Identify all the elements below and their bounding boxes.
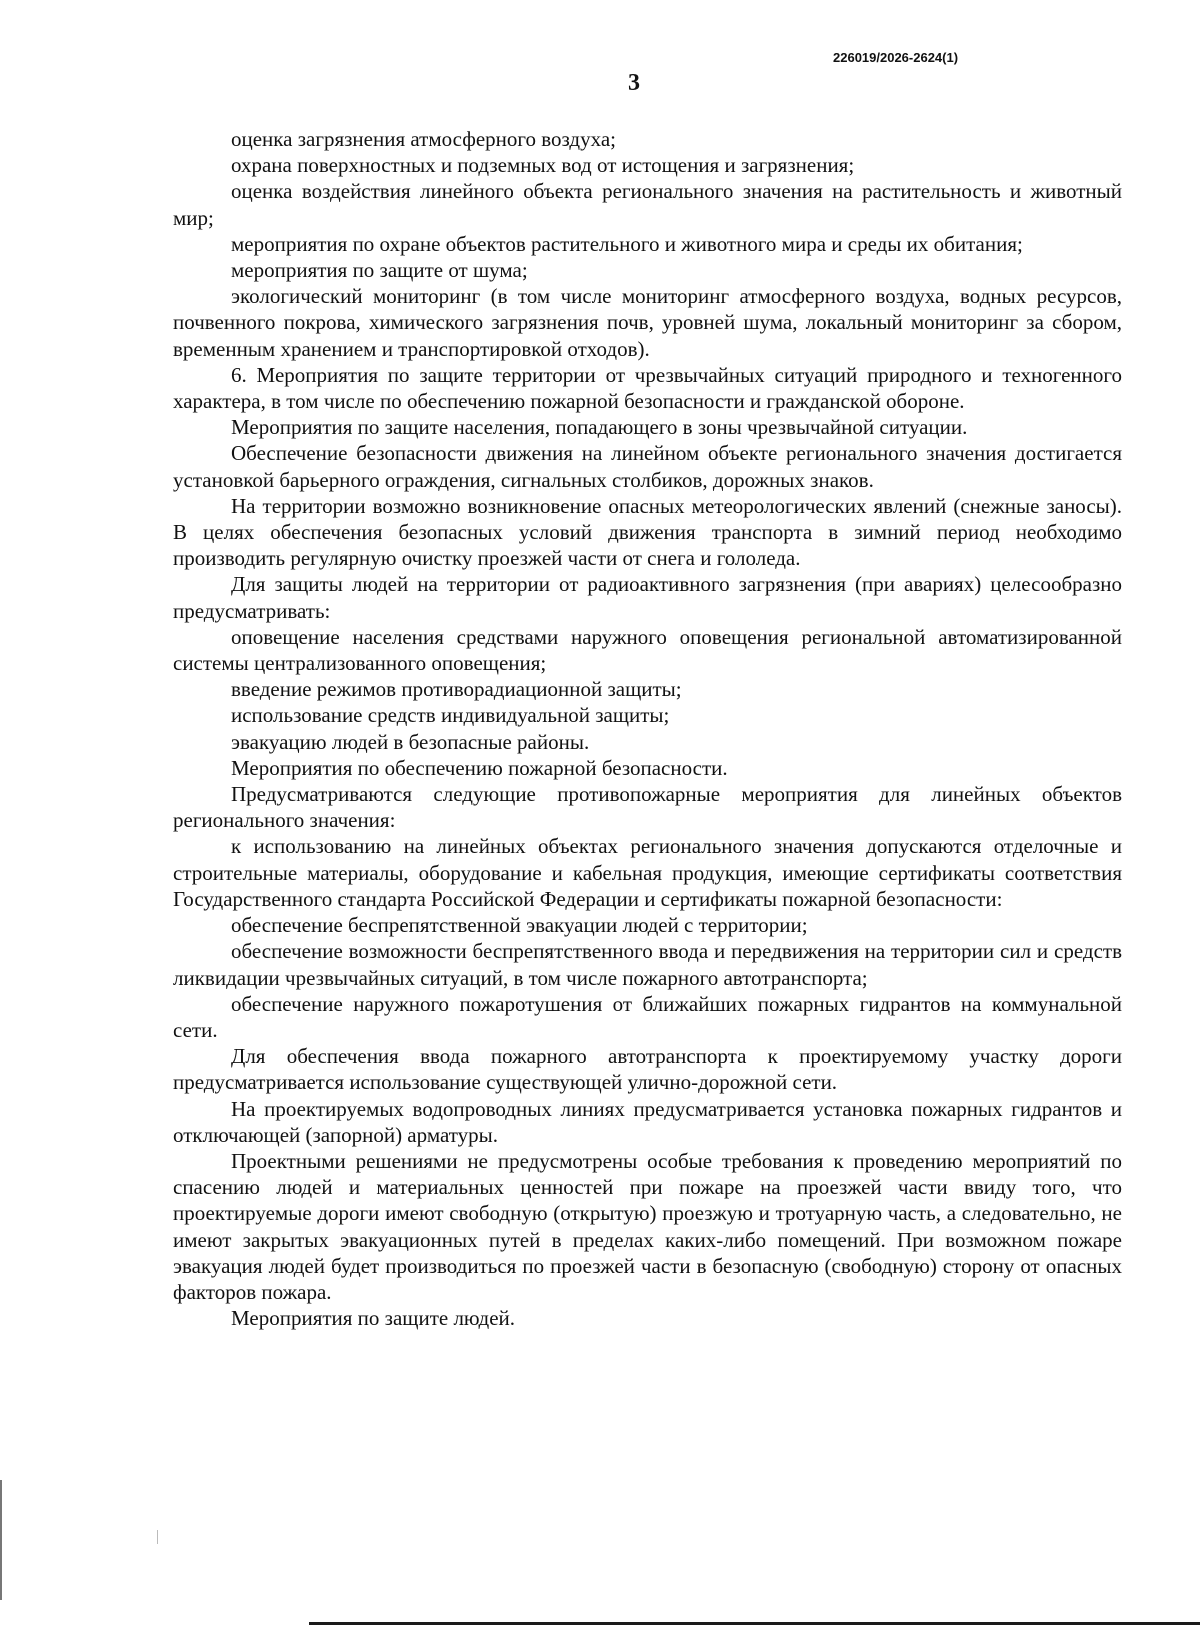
paragraph: Мероприятия по защите населения, попадающего в зоны чрезвычайной ситуации. [231, 415, 968, 440]
paragraph: На проектируемых водопроводных линиях предусматривается установка пожарных гидрантов и отключающей (запорной) арматуры. [173, 1096, 1122, 1147]
paragraph: к использованию на линейных объектах регионального значения допускаются отделочные и строительные материалы, оборудование и кабельная продукция, имеющие сертификаты соответствия Государственного стандарта Российской Федерации и сертификаты пожарной безопасности: [173, 834, 1122, 911]
paragraph: обеспечение беспрепятственной эвакуации людей с территории; [231, 913, 808, 938]
document-number: 226019/2026-2624(1) [833, 50, 959, 65]
paragraph: эвакуацию людей в безопасные районы. [231, 729, 590, 754]
scan-artifact [157, 1530, 158, 1544]
paragraph: оценка воздействия линейного объекта регионального значения на растительность и животный мир; [173, 179, 1122, 230]
paragraph: Проектными решениями не предусмотрены особые требования к проведению мероприятий по спасению людей и материальных ценностей при пожаре на проезжей части ввиду того, что проектируемые дороги имеют свободную (открытую) проезжую и тротуарную часть, а следовательно, не имеют закрытых эвакуационных путей в пределах каких-либо помещений. При возможном пожаре эвакуация людей будет производиться по проезжей части в безопасную (свободную) сторону от опасных факторов пожара. [173, 1148, 1122, 1304]
paragraph: мероприятия по защите от шума; [231, 258, 528, 283]
scan-bottom-line [309, 1622, 1200, 1625]
paragraph: Мероприятия по обеспечению пожарной безопасности. [231, 755, 728, 780]
page-number: 3 [628, 70, 640, 96]
paragraph: оповещение населения средствами наружного оповещения региональной автоматизированной системы централизованного оповещения; [173, 624, 1122, 676]
paragraph: использование средств индивидуальной защиты; [231, 703, 670, 728]
paragraph: обеспечение возможности беспрепятственного ввода и передвижения на территории сил и средств ликвидации чрезвычайных ситуаций, в том числе пожарного автотранспорта; [173, 939, 1122, 990]
paragraph: мероприятия по охране объектов растительного и животного мира и среды их обитания; [231, 231, 1023, 256]
paragraph: введение режимов противорадиационной защиты; [231, 677, 682, 702]
paragraph: экологический мониторинг (в том числе мониторинг атмосферного воздуха, водных ресурсов, почвенного покрова, химического загрязнения почв, уровней шума, локальный мониторинг за сбором, временным хранением и транспортировкой отходов). [173, 284, 1122, 361]
paragraph: Для обеспечения ввода пожарного автотранспорта к проектируемому участку дороги предусматривается использование существующей улично-дорожной сети. [173, 1044, 1122, 1095]
document-body [173, 126, 1122, 1331]
paragraph: охрана поверхностных и подземных вод от истощения и загрязнения; [231, 153, 855, 178]
scan-edge-mark [0, 1480, 2, 1600]
paragraph: оценка загрязнения атмосферного воздуха; [231, 127, 616, 151]
paragraph: На территории возможно возникновение опасных метеорологических явлений (снежные заносы). В целях обеспечения безопасных условий движения транспорта в зимний период необходимо производить регулярную очистку проезжей части от снега и гололеда. [173, 493, 1122, 571]
paragraph: Обеспечение безопасности движения на линейном объекте регионального значения достигается установкой барьерного ограждения, сигнальных столбиков, дорожных знаков. [173, 441, 1122, 492]
paragraph: обеспечение наружного пожаротушения от ближайших пожарных гидрантов на коммунальной сети. [173, 991, 1122, 1042]
paragraph: Предусматриваются следующие противопожарные мероприятия для линейных объектов регионального значения: [173, 782, 1122, 833]
paragraph: Для защиты людей на территории от радиоактивного загрязнения (при авариях) целесообразно предусматривать: [173, 572, 1122, 623]
paragraph: Мероприятия по защите людей. [231, 1306, 516, 1331]
paragraph: 6. Мероприятия по защите территории от чрезвычайных ситуаций природного и техногенного характера, в том числе по обеспечению пожарной безопасности и гражданской обороне. [173, 362, 1122, 414]
